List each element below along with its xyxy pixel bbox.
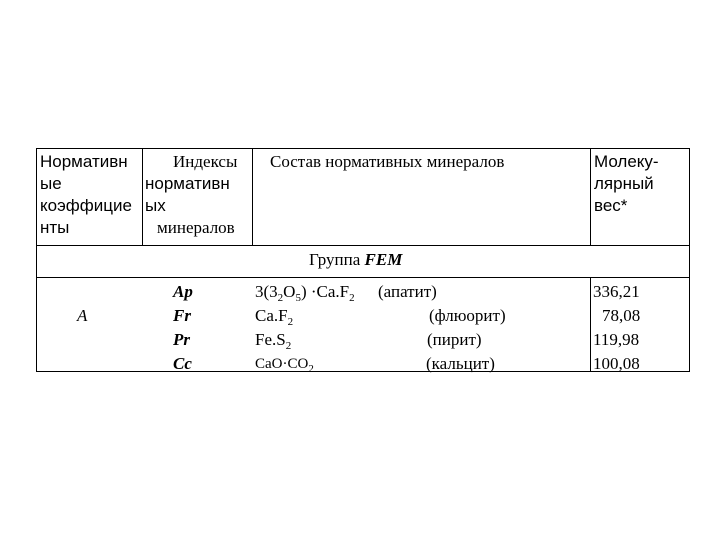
row-divider [37,245,689,246]
formula-fluorite: $Ca.F_2$ [255,306,294,328]
header-index-line: нормативн [145,174,230,193]
molecular-weight: 100,08 [593,354,640,373]
coefficient-value: A [77,306,88,325]
mineral-index: Fr [173,306,191,325]
column-divider [252,149,253,245]
column-divider [590,149,591,245]
mineral-index: Pr [173,330,190,349]
group-label [309,249,402,271]
row-divider [37,277,689,278]
header-coef-line: нты [40,218,70,237]
column-divider [142,149,143,245]
mineral-name: (апатит) [378,282,437,301]
header-composition: Состав нормативных минералов [270,152,505,171]
column-divider [590,277,591,371]
header-coef-line: Нормативн [40,152,128,171]
molecular-weight: 119,98 [593,330,640,349]
formula-pyrite: $Fe.S_2$ [255,330,292,352]
header-weight-line: вес* [594,196,628,215]
mineral-index: Ap [173,282,193,301]
mineral-index: Cc [173,354,192,373]
formula-apatite: $3(3_2O_5) \cdot Ca.F_2$ [255,282,355,304]
mineral-name: (кальцит) [426,354,495,373]
molecular-weight: 78,08 [602,306,641,325]
header-weight-line: Молеку- [594,152,659,171]
mineral-name: (флюорит) [429,306,506,325]
molecular-weight: 336,21 [593,282,640,301]
header-index-line: минералов [157,218,235,237]
header-weight-line: лярный [594,174,654,193]
formula-calcite: $CaO\cdot CO_2$ [255,356,314,375]
header-coef-line: ые [40,174,62,193]
header-index-line: Индексы [173,152,238,171]
group-name: FEM [364,250,403,269]
header-coef-line: коэффицие [40,196,132,215]
minerals-table [36,148,690,375]
mineral-name: (пирит) [427,330,482,349]
header-index-line: ых [145,196,166,215]
group-prefix: Группа [309,250,365,269]
